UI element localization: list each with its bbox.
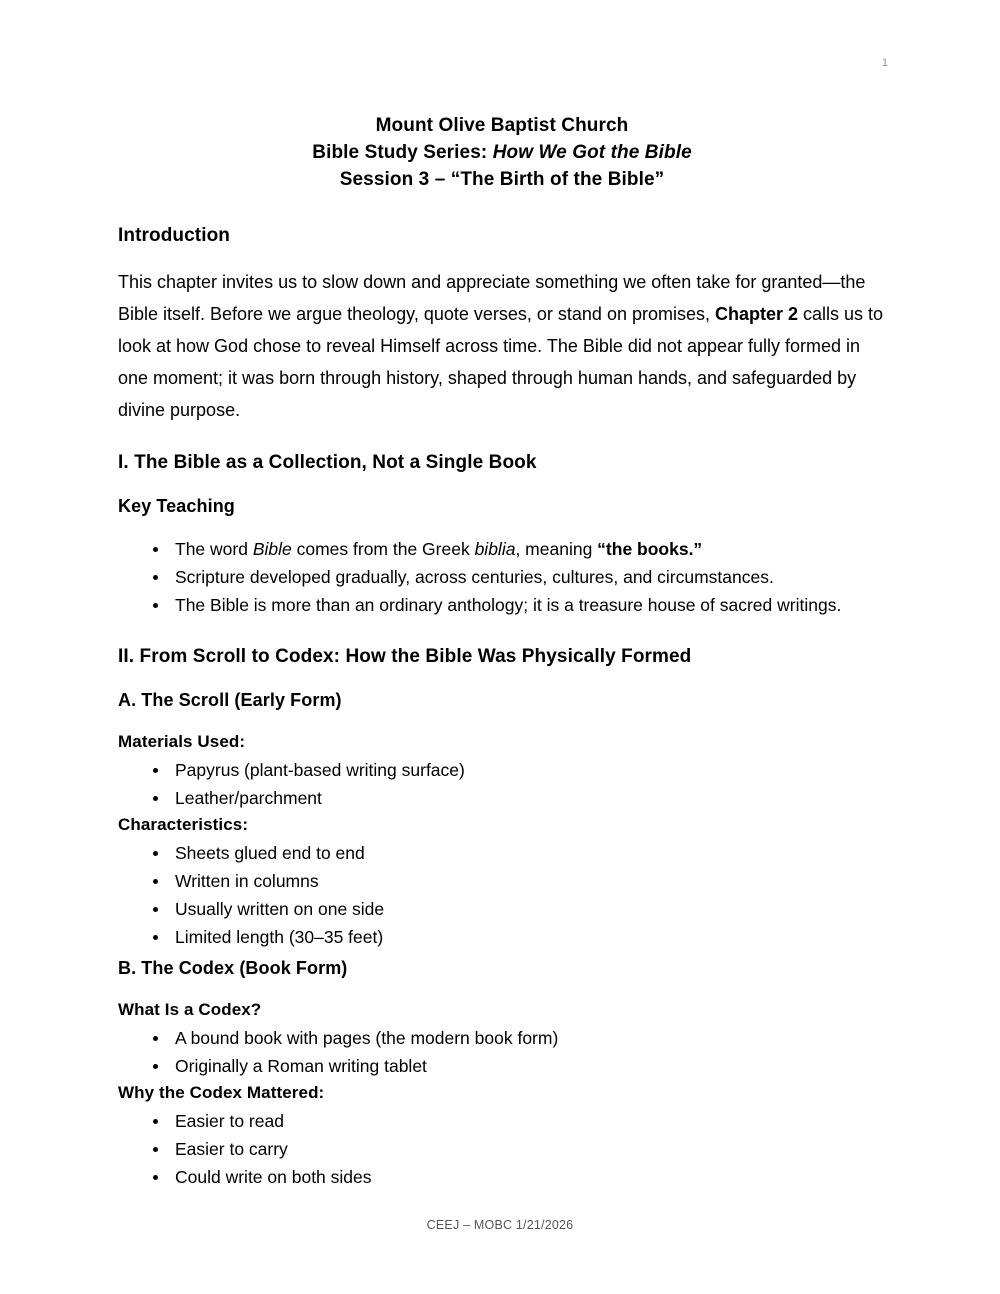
page-footer: CEEJ – MOBC 1/21/2026	[426, 1218, 574, 1232]
list-item: Written in columns	[118, 867, 886, 895]
title-series-prefix: Bible Study Series:	[312, 142, 493, 163]
list-item: The Bible is more than an ordinary anthology; it is a treasure house of sacred writings.	[118, 591, 886, 619]
list-characteristics	[118, 839, 886, 951]
list-materials-used	[118, 756, 886, 812]
title-series-name: How We Got the Bible	[492, 142, 692, 163]
introduction-chapter-ref: Chapter 2	[715, 304, 799, 324]
list-item	[118, 535, 886, 563]
list-what-is-a-codex	[118, 1024, 886, 1080]
heading-section-one: I. The Bible as a Collection, Not a Single Book	[118, 452, 537, 473]
bullet-italic-bible: Bible	[252, 539, 292, 559]
list-item: Leather/parchment	[118, 784, 886, 812]
list-item: Easier to carry	[118, 1135, 886, 1163]
bullet-text: , meaning	[515, 539, 598, 559]
label-characteristics: Characteristics:	[118, 815, 249, 834]
list-item: Papyrus (plant-based writing surface)	[118, 756, 886, 784]
list-item: Sheets glued end to end	[118, 839, 886, 867]
title-series	[118, 139, 886, 166]
bullet-italic-biblia: biblia	[474, 539, 516, 559]
list-item: A bound book with pages (the modern book form)	[118, 1024, 886, 1052]
title-session: Session 3 – “The Birth of the Bible”	[339, 169, 665, 190]
list-why-codex-mattered	[118, 1107, 886, 1191]
bullet-bold-the-books: “the books.”	[597, 539, 703, 559]
document-title-block	[118, 112, 886, 193]
heading-section-two: II. From Scroll to Codex: How the Bible Was Physically Formed	[118, 646, 692, 667]
list-item: Could write on both sides	[118, 1163, 886, 1191]
document-content	[118, 112, 886, 1191]
list-item: Scripture developed gradually, across centuries, cultures, and circumstances.	[118, 563, 886, 591]
list-item: Easier to read	[118, 1107, 886, 1135]
list-item: Limited length (30–35 feet)	[118, 923, 886, 951]
spacer	[118, 619, 886, 644]
introduction-text-part1: This chapter invites us to slow down and appreciate something we often take for granted—the Bible itself. Before we argue theology, quote verses, or stand on promises,	[118, 272, 866, 324]
introduction-text-part2: calls us to look at how God chose to reveal Himself across time. The Bible did not appear fully formed in one moment; it was born through history, shaped through human hands, and safeguarded by divine purpose.	[118, 304, 884, 420]
heading-part-b-codex: B. The Codex (Book Form)	[118, 958, 348, 978]
heading-introduction: Introduction	[118, 225, 231, 246]
label-materials-used: Materials Used:	[118, 732, 246, 751]
bullet-text: comes from the Greek	[291, 539, 475, 559]
label-why-codex-mattered: Why the Codex Mattered:	[118, 1083, 325, 1102]
label-what-is-a-codex: What Is a Codex?	[118, 1000, 262, 1019]
list-item: Originally a Roman writing tablet	[118, 1052, 886, 1080]
list-item: Usually written on one side	[118, 895, 886, 923]
title-church-name: Mount Olive Baptist Church	[375, 115, 629, 136]
page-number: 1	[881, 57, 888, 69]
list-key-teaching	[118, 535, 886, 619]
bullet-text: The word	[175, 539, 253, 559]
heading-part-a-scroll: A. The Scroll (Early Form)	[118, 690, 342, 710]
introduction-paragraph	[118, 266, 886, 426]
heading-key-teaching: Key Teaching	[118, 496, 235, 516]
